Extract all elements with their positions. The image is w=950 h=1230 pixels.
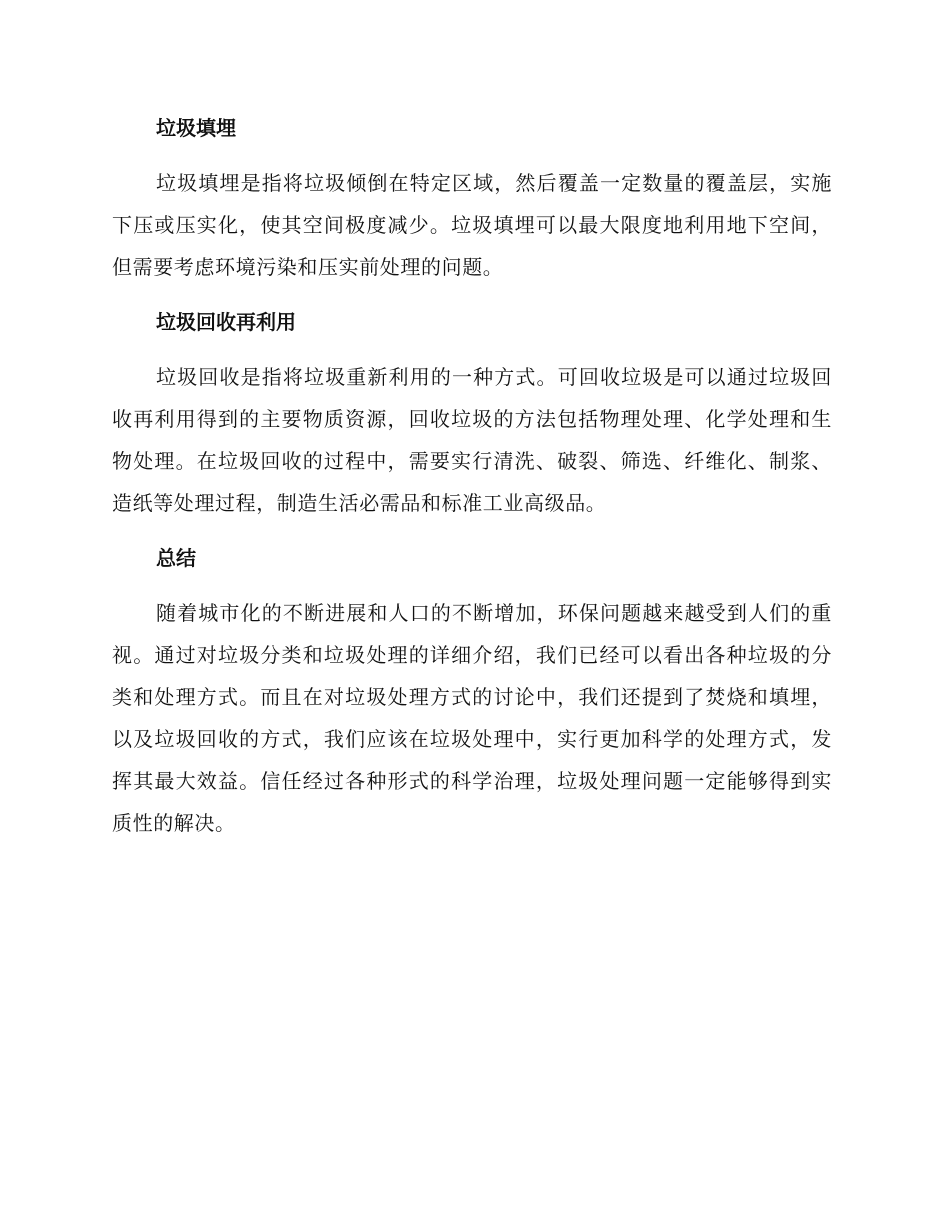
section-paragraph-recycling: 垃圾回收是指将垃圾重新利用的一种方式。可回收垃圾是可以通过垃圾回收再利用得到的主要物质资源，回收垃圾的方法包括物理处理、化学处理和生物处理。在垃圾回收的过程中，需要实行清洗、破裂、筛选、纤维化、制浆、造纸等处理过程，制造生活必需品和标准工业高级品。	[112, 365, 832, 515]
section-heading-landfill: 垃圾填埋	[156, 116, 236, 140]
section-paragraph-summary: 随着城市化的不断进展和人口的不断增加，环保问题越来越受到人们的重视。通过对垃圾分类和垃圾处理的详细介绍，我们已经可以看出各种垃圾的分类和处理方式。而且在对垃圾处理方式的讨论中，我们还提到了焚烧和填埋，以及垃圾回收的方式，我们应该在垃圾处理中，实行更加科学的处理方式，发挥其最大效益。信任经过各种形式的科学治理，垃圾处理问题一定能够得到实质性的解决。	[112, 601, 832, 835]
section-paragraph-landfill: 垃圾填埋是指将垃圾倾倒在特定区域，然后覆盖一定数量的覆盖层，实施下压或压实化，使其空间极度减少。垃圾填埋可以最大限度地利用地下空间，但需要考虑环境污染和压实前处理的问题。	[112, 171, 832, 279]
section-heading-recycling: 垃圾回收再利用	[156, 310, 296, 334]
section-heading-summary: 总结	[156, 546, 196, 570]
